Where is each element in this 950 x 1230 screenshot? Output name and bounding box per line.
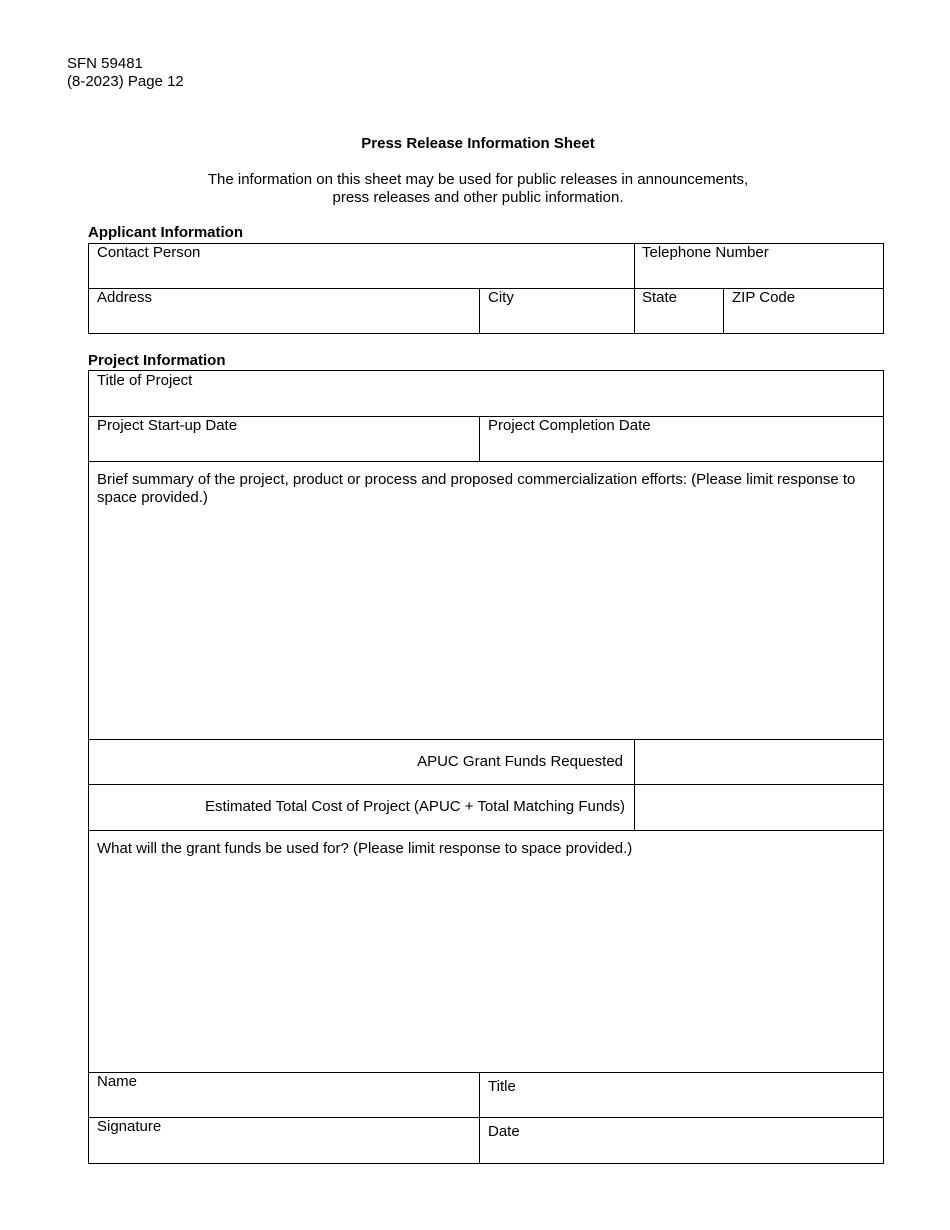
start-date-field[interactable] — [89, 417, 479, 461]
funds-use-prompt: What will the grant funds be used for? (Please limit response to space provided.) — [97, 840, 633, 857]
grant-requested-row — [89, 740, 634, 784]
contact-person-field[interactable] — [89, 244, 634, 288]
contact-person-label: Contact Person — [97, 244, 201, 261]
summary-prompt: Brief summary of the project, product or process and proposed commercialization efforts: (Please limit response to space provided.) — [97, 471, 856, 506]
state-field[interactable] — [635, 289, 723, 333]
start-date-label: Project Start-up Date — [97, 417, 238, 434]
project-title-label: Title of Project — [97, 372, 193, 389]
form-number: SFN 59481 — [67, 55, 143, 72]
grant-requested-input[interactable] — [635, 740, 883, 784]
address-label: Address — [97, 289, 153, 306]
total-cost-row — [89, 785, 634, 830]
grant-requested-label: APUC Grant Funds Requested — [417, 753, 623, 770]
signature-label: Signature — [97, 1118, 162, 1135]
city-label: City — [488, 289, 514, 306]
date-label: Date — [488, 1123, 520, 1140]
form-header — [67, 55, 184, 91]
zip-field[interactable] — [724, 289, 883, 333]
intro-line-1: The information on this sheet may be used for public releases in announcements, — [207, 171, 749, 188]
intro-line-2: press releases and other public information. — [332, 189, 624, 206]
total-cost-input[interactable] — [635, 785, 883, 830]
date-field[interactable] — [480, 1118, 883, 1163]
title-label: Title — [488, 1078, 516, 1095]
address-field[interactable] — [89, 289, 479, 333]
summary-field[interactable] — [89, 462, 883, 739]
project-title-field[interactable] — [89, 371, 883, 416]
name-field[interactable] — [89, 1073, 479, 1117]
project-section-heading: Project Information — [88, 352, 226, 369]
city-field[interactable] — [480, 289, 634, 333]
state-label: State — [642, 289, 678, 306]
name-label: Name — [97, 1073, 138, 1090]
zip-label: ZIP Code — [732, 289, 796, 306]
page-title: Press Release Information Sheet — [361, 135, 595, 152]
signature-field[interactable] — [89, 1118, 479, 1163]
telephone-label: Telephone Number — [642, 244, 769, 261]
title-field[interactable] — [480, 1073, 883, 1117]
project-table — [88, 370, 884, 1164]
completion-date-label: Project Completion Date — [488, 417, 651, 434]
funds-use-field[interactable] — [89, 831, 883, 1072]
applicant-table — [88, 243, 884, 334]
total-cost-label: Estimated Total Cost of Project (APUC + Total Matching Funds) — [204, 798, 625, 815]
applicant-section-heading: Applicant Information — [88, 224, 243, 241]
revision-page: (8-2023) Page 12 — [67, 73, 184, 90]
completion-date-field[interactable] — [480, 417, 883, 461]
intro-text — [0, 171, 950, 207]
telephone-field[interactable] — [635, 244, 883, 288]
